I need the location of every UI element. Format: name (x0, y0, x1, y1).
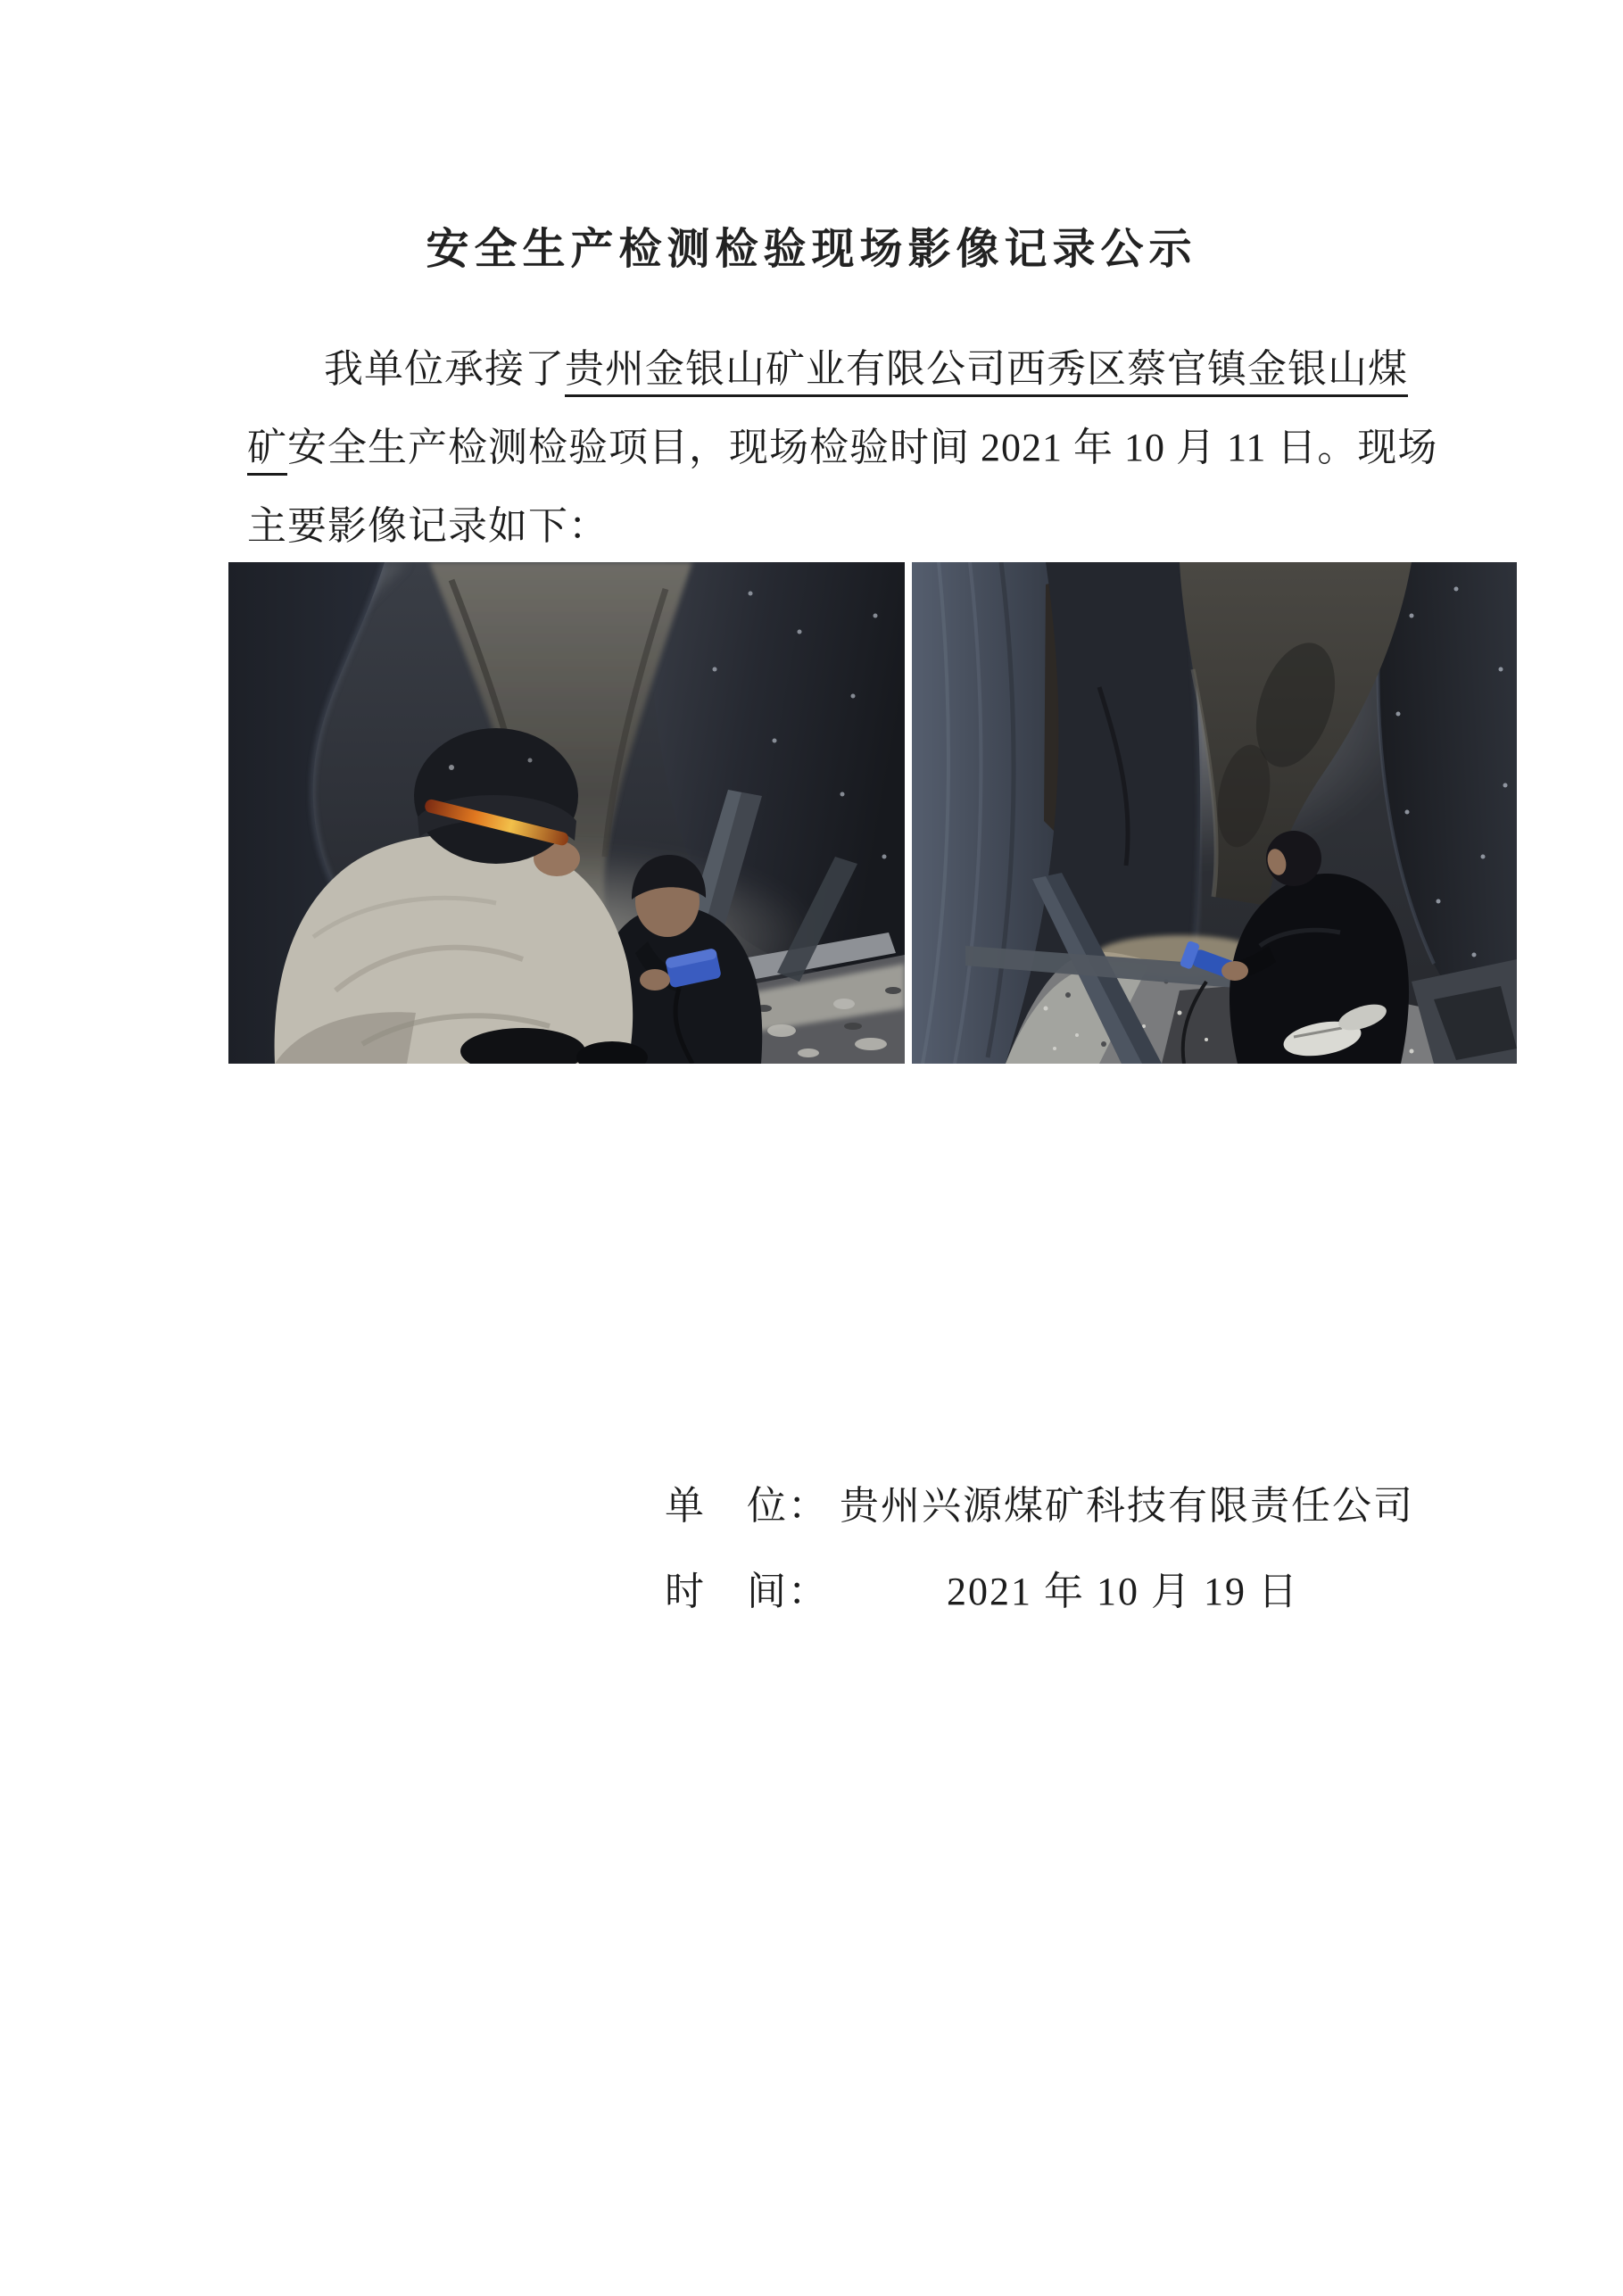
page-title: 安全生产检测检验现场影像记录公示 (426, 226, 1197, 273)
line2-underlined-char: 矿 (247, 426, 287, 476)
paragraph-line-2 (247, 409, 1438, 487)
body-paragraph (247, 330, 1438, 566)
line1-prefix: 我单位承接了 (324, 347, 565, 391)
line1-underlined-company: 贵州金银山矿业有限公司西秀区蔡官镇金银山煤 (565, 347, 1408, 397)
time-value: 2021 年 10 月 19 日 (947, 1570, 1299, 1613)
site-photo-right-scene (912, 562, 1517, 1064)
site-photo-left-scene (228, 562, 905, 1064)
signature-unit-line (665, 1483, 1414, 1529)
signature-time-line (665, 1569, 1299, 1615)
site-photo-right (912, 562, 1517, 1064)
line2-rest: 安全生产检测检验项目，现场检验时间 2021 年 10 月 11 日。现场 (287, 426, 1438, 469)
paragraph-line-3 (247, 487, 1398, 566)
time-label: 时 间： (665, 1570, 829, 1613)
site-photo-left (228, 562, 905, 1064)
safety-helmet (414, 728, 578, 864)
unit-value: 贵州兴源煤矿科技有限责任公司 (840, 1484, 1414, 1528)
photo-row (228, 562, 1517, 1064)
unit-label: 单 位： (665, 1484, 829, 1528)
paragraph-line-1 (247, 330, 1408, 409)
line3-text: 主要影像记录如下： (247, 504, 609, 548)
